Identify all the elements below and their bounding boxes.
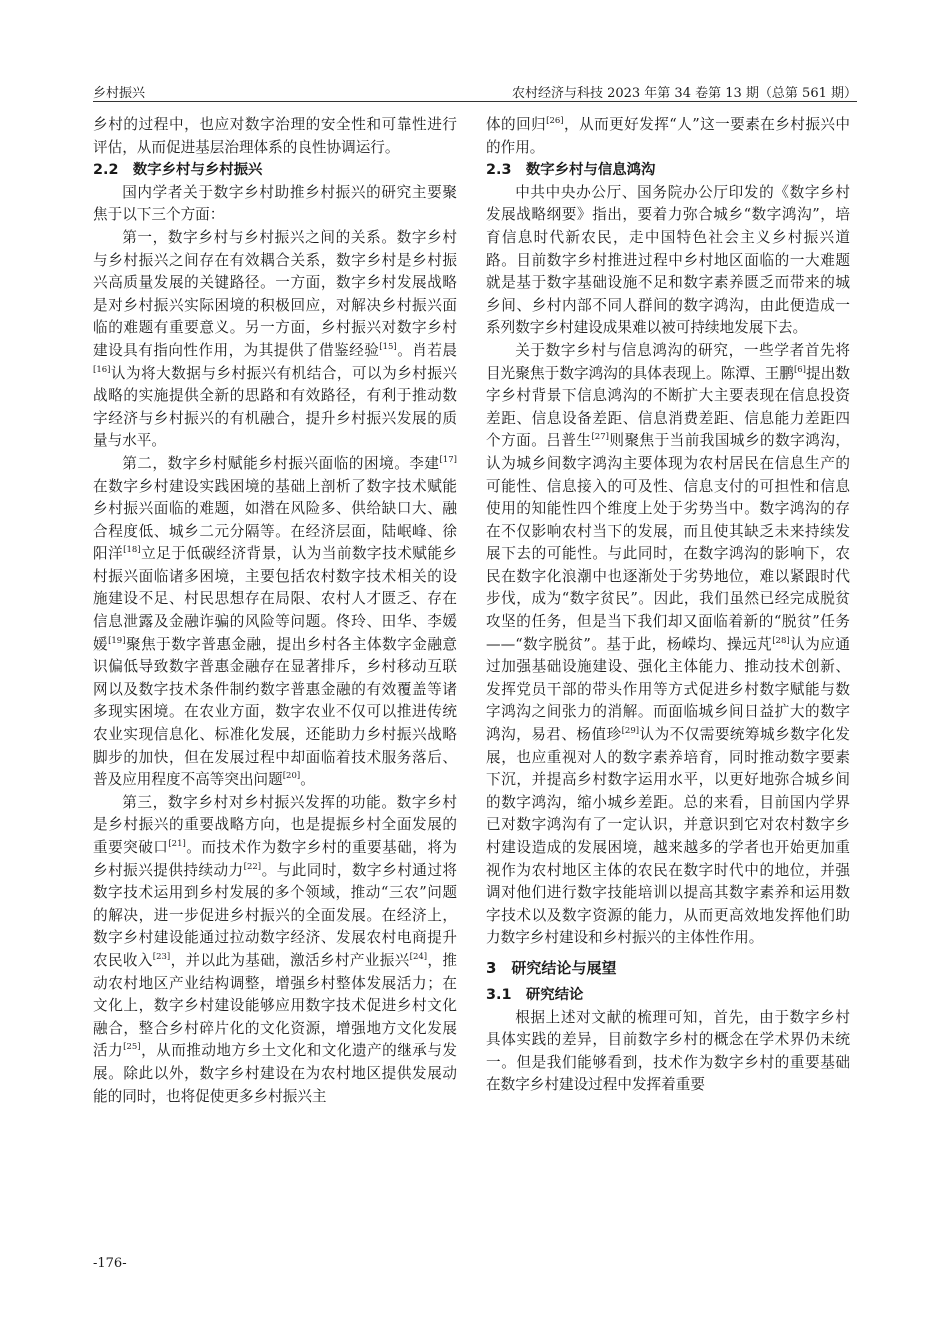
continued-paragraph: 体的回归[26]，从而更好发挥“人”这一要素在乡村振兴中的作用。 bbox=[486, 116, 850, 156]
paragraph-second: 第二，数字乡村赋能乡村振兴面临的困境。李建[17]在数字乡村建设实践困境的基础上剖析了数字技术赋能乡村振兴面临的难题，如潜在风险多、供给缺口大、融合程度低、城乡二元分隔等。在经济层面，陆岷峰、徐阳洋[18]立足于低碳经济背景，认为当前数字技术赋能乡村振兴面临诸多困境，主要包括农村数字技术相关的设施建设不足、村民思想存在局限、农村人才匮乏、存在信息泄露及金融诈骗的风险等问题。佟玲、田华、李媛媛[19]聚焦于数字普惠金融，提出乡村各主体数字金融意识偏低导致数字普惠金融存在显著排斥，乡村移动互联网以及数字技术条件制约数字普惠金融的有效覆盖等诸多现实困境。在农业方面，数字农业不仅可以推进传统农业实现信息化、标准化发展，还能助力乡村振兴战略脚步的加快，但在发展过程中却面临着技术服务落后、普及应用程度不高等突出问题[20]。 bbox=[93, 454, 457, 789]
section-heading-2-2: 2.2 数字乡村与乡村振兴 bbox=[93, 162, 263, 179]
citation: [25] bbox=[123, 1042, 141, 1053]
citation: [17] bbox=[439, 455, 457, 466]
citation: [24] bbox=[409, 952, 428, 963]
right-column bbox=[486, 114, 850, 1097]
paragraph-third: 第三，数字乡村对乡村振兴发挥的功能。数字乡村是乡村振兴的重要战略方向，也是提振乡村全面发展的重要突破口[21]。而技术作为数字乡村的重要基础，将为乡村振兴提供持续动力[22]。与此同时，数字乡村通过将数字技术运用到乡村发展的多个领域，推动“三农”问题的解决，进一步促进乡村振兴的全面发展。在经济上，数字乡村建设能通过拉动数字经济、发展农村电商提升农民收入[23]，并以此为基础，激活乡村产业振兴[24]，推动农村地区产业结构调整，增强乡村整体发展活力；在文化上，数字乡村建设能够应用数字技术促进乡村文化融合，整合乡村碎片化的文化资源，增强地方文化发展活力[25]，从而推动地方乡土文化和文化遗产的继承与发展。除此以外，数字乡村建设在为农村地区提供发展动能的同时，也将促使更多乡村振兴主 bbox=[93, 793, 457, 1105]
citation: [26] bbox=[546, 116, 564, 127]
citation: [27] bbox=[591, 432, 609, 443]
citation: [28] bbox=[772, 635, 790, 646]
paragraph-digital-divide: 关于数字乡村与信息鸿沟的研究，一些学者首先将目光聚焦于数字鸿沟的具体表现上。陈潭、王鹏[6]提出数字乡村背景下信息鸿沟的不断扩大主要表现在信息投资差距、信息设备差距、信息消费差距、信息能力差距四个方面。吕普生[27]则聚焦于当前我国城乡的数字鸿沟，认为城乡间数字鸿沟主要体现为农村居民在信息生产的可能性、信息接入的可及性、信息支付的可担性和信息使用的知能性四个维度上处于劣势当中。数字鸿沟的存在不仅影响农村当下的发展，而且使其缺乏未来持续发展下去的可能性。与此同时，在数字鸿沟的影响下，农民在数字化浪潮中也逐渐处于劣势地位，难以紧跟时代步伐，成为“数字贫民”。因此，我们虽然已经完成脱贫攻坚的任务，但是当下我们却又面临着新的“脱贫”任务——“数字脱贫”。基于此，杨嵘均、操远芃[28]认为应通过加强基础设施建设、强化主体能力、推动技术创新、发挥党员干部的带头作用等方式促进乡村数字赋能与数字鸿沟之间张力的消解。而面临城乡间日益扩大的数字鸿沟，易君、杨值珍[29]认为不仅需要统筹城乡数字化发展，也应重视对人的数字素养培育，同时推动数字要素下沉，并提高乡村数字运用水平，以更好地弥合城乡间的数字鸿沟，缩小城乡差距。总的来看，目前国内学界已对数字鸿沟有了一定认识，并意识到它对农村数字乡村建设造成的发展困境，越来越多的学者也开始更加重视作为农村地区主体的农民在数字时代中的地位，并强调对他们进行数字技能培训以提高其数字素养和运用数字技术以及数字资源的能力，从而更高效地发挥他们助力数字乡村建设和乡村振兴的主体性作用。 bbox=[486, 341, 850, 947]
left-column bbox=[93, 114, 457, 1108]
citation: [16] bbox=[93, 364, 111, 375]
citation: [15] bbox=[379, 342, 397, 353]
citation: [22] bbox=[243, 861, 262, 872]
running-header-section: 乡村振兴 bbox=[93, 86, 146, 101]
citation: [23] bbox=[152, 952, 171, 963]
running-header-journal: 农村经济与科技 2023 年第 34 卷第 13 期（总第 561 期） bbox=[511, 86, 857, 101]
section-heading-2-3: 2.3 数字乡村与信息鸿沟 bbox=[486, 162, 656, 179]
intro-paragraph: 国内学者关于数字乡村助推乡村振兴的研究主要聚焦于以下三个方面： bbox=[93, 183, 457, 224]
paragraph-conclusion: 根据上述对文献的梳理可知，首先，由于数字乡村具体实践的差异，目前数字乡村的概念在学术界仍未统一。但是我们能够看到，技术作为数字乡村的重要基础在数字乡村建设过程中发挥着重要 bbox=[486, 1008, 850, 1094]
citation: [29] bbox=[621, 726, 640, 737]
section-heading-3-1: 3.1 研究结论 bbox=[486, 986, 584, 1003]
citation: [6] bbox=[793, 364, 806, 375]
citation: [20] bbox=[282, 771, 301, 782]
paragraph-first: 第一，数字乡村与乡村振兴之间的关系。数字乡村与乡村振兴之间存在有效耦合关系，数字乡村是乡村振兴高质量发展的关键路径。一方面，数字乡村发展战略是对乡村振兴实际困境的积极回应，对解决乡村振兴面临的难题有重要意义。另一方面，乡村振兴对数字乡村建设具有指向性作用，为其提供了借鉴经验[15]。肖若晨[16]认为将大数据与乡村振兴有机结合，可以为乡村振兴战略的实施提供全新的思路和有效路径，有利于推动数字经济与乡村振兴的有机融合，提升乡村振兴发展的质量与水平。 bbox=[93, 228, 457, 450]
section-heading-3: 3 研究结论与展望 bbox=[486, 958, 617, 977]
header-rule bbox=[93, 101, 857, 102]
paragraph-policy: 中共中央办公厅、国务院办公厅印发的《数字乡村发展战略纲要》指出，要着力弥合城乡“数字鸿沟”，培育信息时代新农民，走中国特色社会主义乡村振兴道路。目前数字乡村推进过程中乡村地区面临的一大难题就是基于数字基础设施不足和数字素养匮乏而带来的城乡间、乡村内部不同人群间的数字鸿沟，由此便造成一系列数字乡村建设成果难以被可持续地发展下去。 bbox=[486, 183, 850, 337]
continued-paragraph: 乡村的过程中，也应对数字治理的安全性和可靠性进行评估，从而促进基层治理体系的良性协调运行。 bbox=[93, 116, 457, 156]
citation: [19] bbox=[108, 635, 126, 646]
citation: [21] bbox=[168, 839, 186, 850]
page-number: -176- bbox=[93, 1256, 127, 1271]
citation: [18] bbox=[123, 545, 141, 556]
